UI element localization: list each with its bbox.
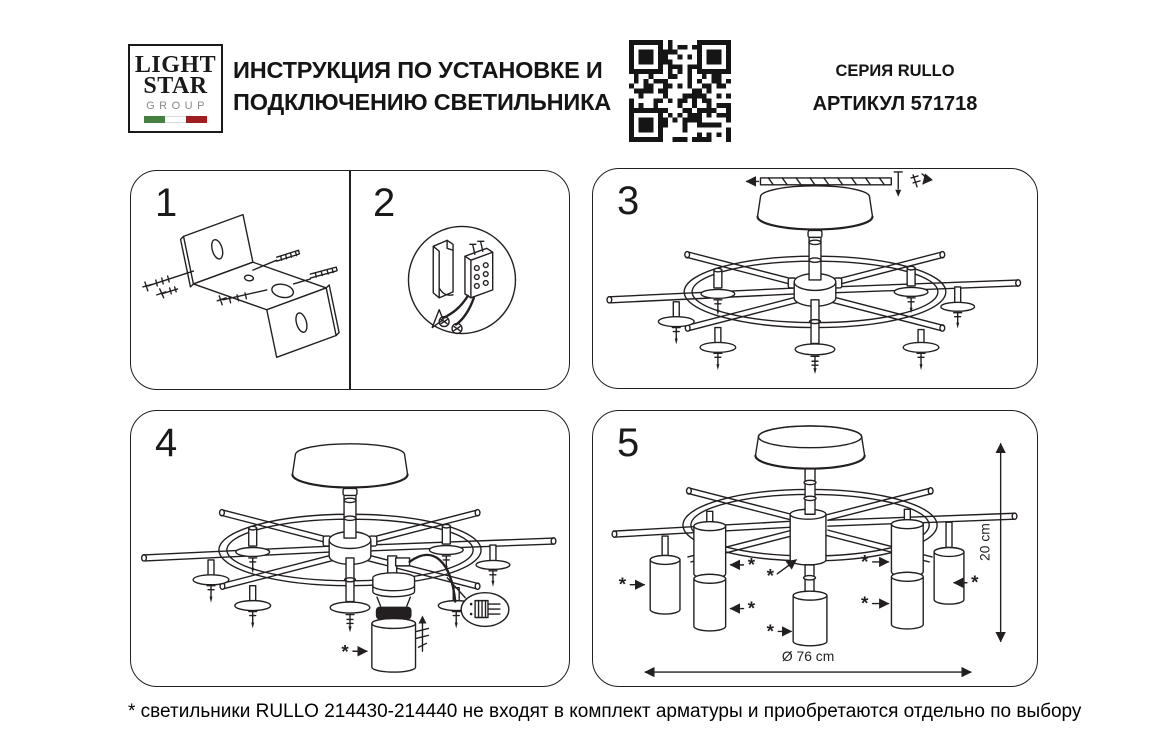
terminal-block — [465, 241, 493, 297]
step-1-2-drawing — [131, 171, 569, 389]
dowel-right — [294, 267, 338, 284]
logo-star: STAR — [143, 72, 208, 99]
step-1-number: 1 — [155, 181, 178, 225]
diameter-label: Ø 76 cm — [781, 648, 835, 665]
asterisk-note: * — [766, 620, 774, 642]
title-line-2: ПОДКЛЮЧЕНИЮ СВЕТИЛЬНИКА — [233, 89, 611, 115]
panel-step-4 — [130, 410, 570, 687]
asterisk-note: * — [747, 553, 756, 575]
asterisk-note: * — [860, 550, 869, 572]
panel-step-3 — [592, 168, 1038, 389]
lamp-ring-black — [376, 607, 412, 620]
screw-up-icon — [417, 616, 429, 652]
height-label: 20 cm — [976, 523, 993, 561]
wiring-drawing — [408, 226, 515, 333]
asterisk-note: * — [971, 571, 979, 593]
screw-icon — [157, 287, 178, 298]
step-3-number: 3 — [617, 179, 640, 223]
dowel-upper-right — [253, 250, 300, 270]
lightstar-logo — [128, 44, 223, 133]
panel-steps-1-2 — [130, 170, 570, 390]
article-label: АРТИКУЛ 571718 — [812, 93, 978, 115]
step-5-drawing — [593, 411, 1037, 686]
footnote: * светильники RULLO 214430-214440 не входят в комплект арматуры и приобретаются отдельно по выбору — [128, 701, 1082, 722]
bracket-drawing — [143, 215, 339, 358]
central-lamps — [790, 509, 827, 646]
fixing-screws — [894, 172, 925, 197]
asterisk-note: * — [747, 597, 756, 619]
series-label: СЕРИЯ RULLO — [835, 62, 955, 80]
asterisk-note: * — [341, 641, 349, 663]
step-2-number: 2 — [373, 181, 396, 225]
asterisk-note: * — [618, 573, 627, 595]
screw-left — [143, 271, 194, 291]
product-info — [795, 62, 995, 116]
italian-flag-icon — [144, 116, 208, 123]
qr-code-icon — [628, 40, 732, 142]
title-line-1: ИНСТРУКЦИЯ ПО УСТАНОВКЕ И — [233, 57, 603, 83]
wires — [432, 296, 474, 328]
step-4-number: 4 — [155, 421, 178, 465]
step-4-drawing — [131, 411, 569, 686]
page-title — [233, 54, 633, 118]
stem-and-canopy — [755, 426, 864, 514]
logo-light: LIGHT — [134, 51, 217, 78]
step-5-number: 5 — [617, 421, 640, 465]
asterisk-note: * — [860, 592, 869, 614]
chandelier-frame — [607, 186, 1021, 374]
logo-group: GROUP — [146, 99, 209, 112]
asterisk-note: * — [766, 564, 774, 586]
step-3-drawing — [593, 169, 1037, 388]
panel-step-5 — [592, 410, 1038, 687]
